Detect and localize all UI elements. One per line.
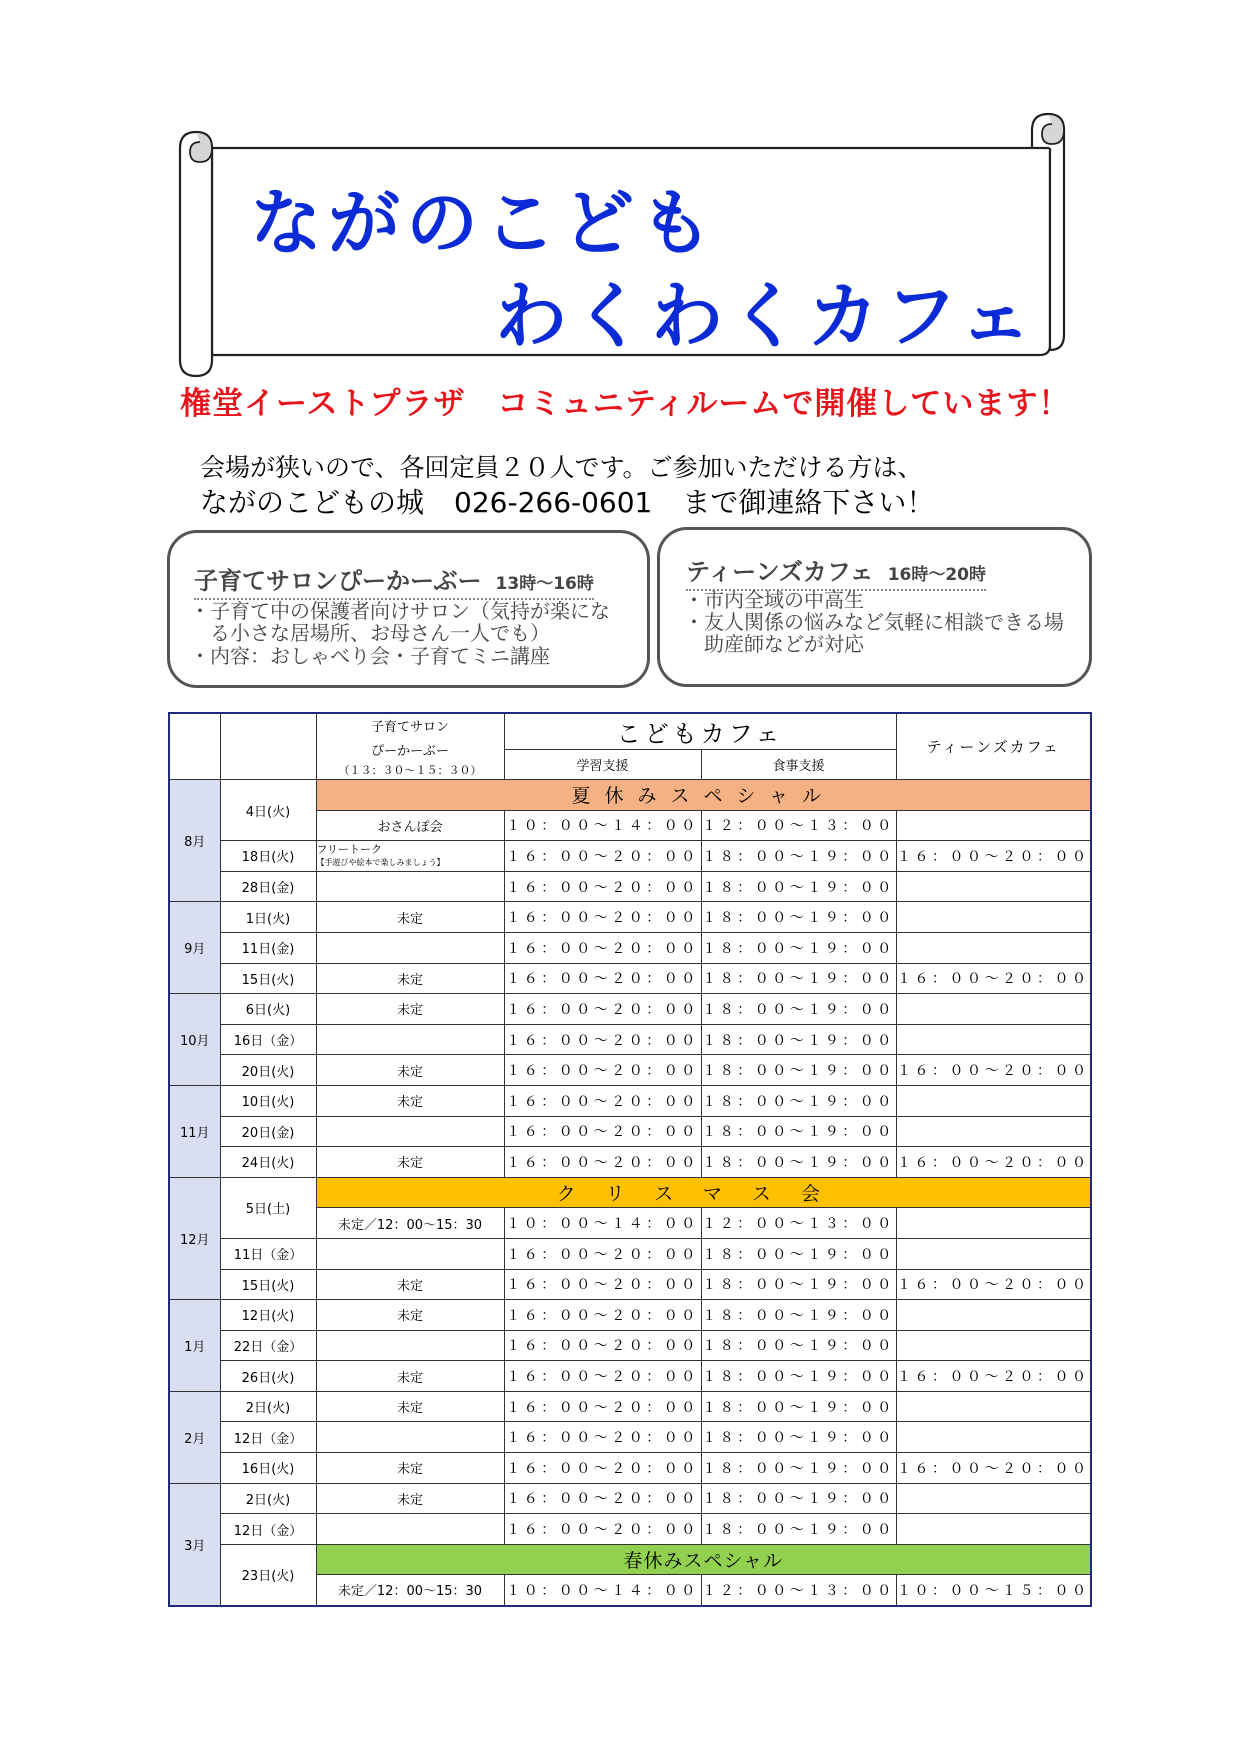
date-cell: 24日(火): [220, 1147, 316, 1178]
date-cell: 11日(金): [220, 932, 316, 963]
date-cell: 23日(火): [220, 1544, 316, 1605]
teens-time-cell: [896, 1330, 1091, 1361]
salon-box-title-text: 子育てサロンぴーかーぶー: [194, 567, 482, 595]
study-time-cell: １６：００～２０：００: [504, 871, 701, 902]
salon-cell: 未定: [316, 1055, 504, 1086]
meal-time-cell: １２：００～１３：００: [701, 1575, 896, 1606]
salon-sub-text: 【手遊びや絵本で楽しみましょう】: [316, 857, 445, 867]
salon-cell: 未定: [316, 1300, 504, 1331]
title-line1: ながのこども: [250, 181, 719, 265]
title-line2: わくわくカフェ: [495, 274, 1038, 358]
salon-box-line2: る小さな居場所、お母さん一人でも）: [190, 621, 550, 645]
table-row: [169, 841, 1091, 872]
table-row: [169, 1147, 1091, 1178]
teens-time-cell: [896, 1024, 1091, 1055]
table-row: [169, 1116, 1091, 1147]
date-cell: 10日(火): [220, 1085, 316, 1116]
salon-cell: [316, 841, 504, 872]
study-time-cell: １６：００～２０：００: [504, 1453, 701, 1484]
study-time-cell: １６：００～２０：００: [504, 1147, 701, 1178]
teens-time-cell: [896, 1300, 1091, 1331]
date-cell: 12日(火): [220, 1300, 316, 1331]
header-kodomo-cafe: こどもカフェ: [504, 713, 896, 750]
meal-time-cell: １２：００～１３：００: [701, 1208, 896, 1239]
schedule-table: [168, 712, 1092, 1607]
table-row: [169, 1483, 1091, 1514]
study-time-cell: １０：００～１４：００: [504, 1208, 701, 1239]
teens-box-title: [686, 552, 986, 591]
meal-time-cell: １８：００～１９：００: [701, 1147, 896, 1178]
event-row: [169, 1544, 1091, 1575]
salon-box-hours: 13時～16時: [495, 574, 594, 594]
meal-time-cell: １８：００～１９：００: [701, 932, 896, 963]
salon-cell: おさんぽ会: [316, 810, 504, 841]
header-meal-support: 食事支援: [701, 750, 896, 780]
date-cell: 11日（金）: [220, 1238, 316, 1269]
table-row: [169, 932, 1091, 963]
date-cell: 1日(火): [220, 902, 316, 933]
salon-cell: [316, 1422, 504, 1453]
date-cell: 15日(火): [220, 1269, 316, 1300]
teens-info-box: [657, 527, 1092, 687]
salon-cell: 未定: [316, 1391, 504, 1422]
month-cell: 10月: [169, 994, 220, 1086]
study-time-cell: １６：００～２０：００: [504, 1330, 701, 1361]
teens-box-line3: 助産師などが対応: [684, 632, 864, 656]
meal-time-cell: １８：００～１９：００: [701, 1391, 896, 1422]
salon-cell: 未定: [316, 1269, 504, 1300]
meal-time-cell: １８：００～１９：００: [701, 1422, 896, 1453]
study-time-cell: １６：００～２０：００: [504, 1238, 701, 1269]
study-time-cell: １６：００～２０：００: [504, 994, 701, 1025]
meal-time-cell: １８：００～１９：００: [701, 1361, 896, 1392]
meal-time-cell: １８：００～１９：００: [701, 1238, 896, 1269]
salon-cell: [316, 1330, 504, 1361]
study-time-cell: １０：００～１４：００: [504, 1575, 701, 1606]
event-banner-spring: 春休みスペシャル: [316, 1544, 1091, 1575]
header-teens-cafe: ティーンズカフェ: [896, 713, 1091, 780]
header-salon-hours: （１３：３０～１５：３０）: [338, 763, 482, 777]
teens-time-cell: １６：００～２０：００: [896, 841, 1091, 872]
header-salon-line1: 子育てサロン: [370, 719, 449, 735]
meal-time-cell: １８：００～１９：００: [701, 1300, 896, 1331]
teens-box-hours: 16時～20時: [887, 565, 987, 585]
salon-box-line3: ・内容：おしゃべり会・子育てミニ講座: [190, 644, 550, 668]
salon-cell: [316, 1238, 504, 1269]
salon-box-line1: ・子育て中の保護者向けサロン（気持が楽にな: [190, 599, 610, 623]
table-row: [169, 1238, 1091, 1269]
meal-time-cell: １８：００～１９：００: [701, 1116, 896, 1147]
date-cell: 12日（金）: [220, 1514, 316, 1545]
header-month: [169, 713, 220, 780]
header-date: [220, 713, 316, 780]
event-row: [169, 780, 1091, 811]
month-cell: 9月: [169, 902, 220, 994]
event-banner-xmas: クリスマス会: [316, 1177, 1091, 1208]
table-row: [169, 1514, 1091, 1545]
meal-time-cell: １２：００～１３：００: [701, 810, 896, 841]
date-cell: 6日(火): [220, 994, 316, 1025]
table-row: [169, 1453, 1091, 1484]
teens-time-cell: １６：００～２０：００: [896, 1453, 1091, 1484]
teens-time-cell: １６：００～２０：００: [896, 963, 1091, 994]
date-cell: 20日(金): [220, 1116, 316, 1147]
teens-time-cell: [896, 1238, 1091, 1269]
event-banner-summer: 夏休みスペシャル: [316, 780, 1091, 811]
teens-time-cell: [896, 871, 1091, 902]
header-study-support: 学習支援: [504, 750, 701, 780]
teens-time-cell: [896, 1483, 1091, 1514]
meal-time-cell: １８：００～１９：００: [701, 902, 896, 933]
salon-cell: [316, 932, 504, 963]
teens-time-cell: １０：００～１５：００: [896, 1575, 1091, 1606]
date-cell: 26日(火): [220, 1361, 316, 1392]
table-row: [169, 963, 1091, 994]
contact-org: ながのこどもの城: [200, 486, 425, 519]
header-salon: [316, 713, 504, 780]
salon-cell: [316, 1024, 504, 1055]
meal-time-cell: １８：００～１９：００: [701, 1055, 896, 1086]
salon-box-title: [194, 561, 594, 600]
table-row: [169, 1055, 1091, 1086]
teens-time-cell: [896, 810, 1091, 841]
month-cell: 1月: [169, 1300, 220, 1392]
teens-time-cell: [896, 1085, 1091, 1116]
meal-time-cell: １８：００～１９：００: [701, 1514, 896, 1545]
meal-time-cell: １８：００～１９：００: [701, 1269, 896, 1300]
study-time-cell: １６：００～２０：００: [504, 1514, 701, 1545]
teens-time-cell: [896, 1208, 1091, 1239]
date-cell: 18日(火): [220, 841, 316, 872]
study-time-cell: １６：００～２０：００: [504, 1361, 701, 1392]
salon-cell: 未定: [316, 902, 504, 933]
month-cell: 8月: [169, 780, 220, 902]
teens-time-cell: １６：００～２０：００: [896, 1147, 1091, 1178]
venue-subtitle: 権堂イーストプラザ コミュニティルームで開催しています！: [180, 386, 1071, 422]
table-row: [169, 1269, 1091, 1300]
date-cell: 2日(火): [220, 1483, 316, 1514]
study-time-cell: １６：００～２０：００: [504, 1024, 701, 1055]
teens-box-line1: ・市内全域の中高生: [684, 588, 864, 612]
salon-cell: 未定／12：00～15：30: [316, 1208, 504, 1239]
teens-box-title-text: ティーンズカフェ: [686, 558, 874, 586]
study-time-cell: １６：００～２０：００: [504, 1483, 701, 1514]
date-cell: 15日(火): [220, 963, 316, 994]
date-cell: 5日(土): [220, 1177, 316, 1238]
salon-cell: [316, 1116, 504, 1147]
meal-time-cell: １８：００～１９：００: [701, 1330, 896, 1361]
table-row: [169, 1361, 1091, 1392]
date-cell: 12日（金）: [220, 1422, 316, 1453]
salon-info-box: [167, 530, 650, 688]
month-cell: 12月: [169, 1177, 220, 1299]
table-row: [169, 1024, 1091, 1055]
date-cell: 28日(金): [220, 871, 316, 902]
date-cell: 2日(火): [220, 1391, 316, 1422]
table-row: [169, 994, 1091, 1025]
capacity-notice: 会場が狭いので、各回定員２０人です。ご参加いただける方は、: [200, 453, 923, 482]
meal-time-cell: １８：００～１９：００: [701, 841, 896, 872]
teens-time-cell: [896, 1422, 1091, 1453]
salon-cell: 未定: [316, 1085, 504, 1116]
date-cell: 4日(火): [220, 780, 316, 841]
meal-time-cell: １８：００～１９：００: [701, 1453, 896, 1484]
teens-time-cell: [896, 1391, 1091, 1422]
date-cell: 20日(火): [220, 1055, 316, 1086]
salon-cell: 未定: [316, 1453, 504, 1484]
study-time-cell: １６：００～２０：００: [504, 1116, 701, 1147]
table-row: [169, 1422, 1091, 1453]
contact-notice: [200, 481, 934, 521]
salon-cell: [316, 1514, 504, 1545]
meal-time-cell: １８：００～１９：００: [701, 1024, 896, 1055]
month-cell: 2月: [169, 1391, 220, 1483]
study-time-cell: １６：００～２０：００: [504, 902, 701, 933]
table-row: [169, 902, 1091, 933]
teens-box-line2: ・友人関係の悩みなど気軽に相談できる場: [684, 610, 1064, 634]
date-cell: 16日（金）: [220, 1024, 316, 1055]
date-cell: 22日（金）: [220, 1330, 316, 1361]
study-time-cell: １６：００～２０：００: [504, 1300, 701, 1331]
teens-time-cell: [896, 902, 1091, 933]
contact-suffix: まで御連絡下さい！: [682, 486, 935, 519]
table-row: [169, 1300, 1091, 1331]
header-salon-line2: ぴーかーぶー: [371, 743, 449, 759]
meal-time-cell: １８：００～１９：００: [701, 871, 896, 902]
study-time-cell: １６：００～２０：００: [504, 963, 701, 994]
salon-cell: 未定／12：00～15：30: [316, 1575, 504, 1606]
teens-time-cell: [896, 1116, 1091, 1147]
salon-cell: 未定: [316, 1361, 504, 1392]
table-row: [169, 1391, 1091, 1422]
teens-time-cell: １６：００～２０：００: [896, 1269, 1091, 1300]
meal-time-cell: １８：００～１９：００: [701, 1483, 896, 1514]
salon-cell: 未定: [316, 994, 504, 1025]
salon-main-text: フリートーク: [316, 842, 383, 856]
study-time-cell: １６：００～２０：００: [504, 1085, 701, 1116]
study-time-cell: １０：００～１４：００: [504, 810, 701, 841]
month-cell: 11月: [169, 1085, 220, 1177]
contact-phone: 026-266-0601: [454, 486, 653, 519]
teens-time-cell: [896, 994, 1091, 1025]
salon-cell: 未定: [316, 1147, 504, 1178]
teens-time-cell: １６：００～２０：００: [896, 1361, 1091, 1392]
teens-time-cell: [896, 1514, 1091, 1545]
meal-time-cell: １８：００～１９：００: [701, 963, 896, 994]
study-time-cell: １６：００～２０：００: [504, 1391, 701, 1422]
meal-time-cell: １８：００～１９：００: [701, 994, 896, 1025]
date-cell: 16日(火): [220, 1453, 316, 1484]
month-cell: 3月: [169, 1483, 220, 1605]
salon-cell: 未定: [316, 963, 504, 994]
table-row: [169, 1085, 1091, 1116]
study-time-cell: １６：００～２０：００: [504, 932, 701, 963]
table-row: [169, 871, 1091, 902]
event-row: [169, 1177, 1091, 1208]
teens-time-cell: １６：００～２０：００: [896, 1055, 1091, 1086]
meal-time-cell: １８：００～１９：００: [701, 1085, 896, 1116]
salon-cell: 未定: [316, 1483, 504, 1514]
teens-time-cell: [896, 932, 1091, 963]
study-time-cell: １６：００～２０：００: [504, 841, 701, 872]
study-time-cell: １６：００～２０：００: [504, 1055, 701, 1086]
table-row: [169, 1330, 1091, 1361]
study-time-cell: １６：００～２０：００: [504, 1422, 701, 1453]
salon-cell: [316, 871, 504, 902]
study-time-cell: １６：００～２０：００: [504, 1269, 701, 1300]
